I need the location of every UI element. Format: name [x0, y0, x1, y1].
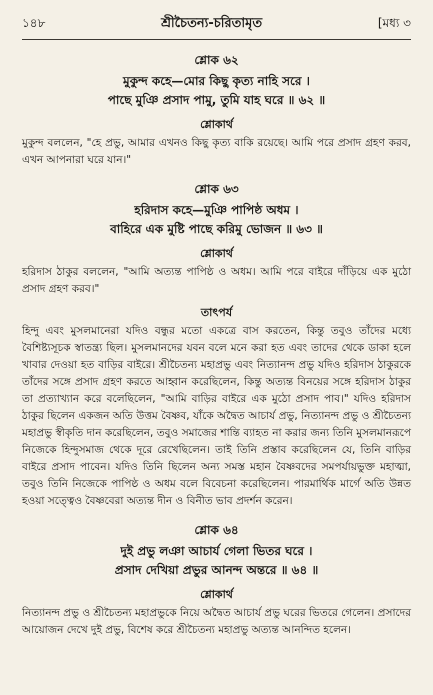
running-header	[22, 14, 411, 40]
verse-64	[22, 542, 411, 580]
verse-62	[22, 72, 411, 110]
page-number: ১৪৮	[22, 16, 46, 30]
verse-line: দুই প্রভু লঞা আচার্য গেলা ভিতর ঘরে ।	[120, 544, 313, 558]
verse-line: প্রসাদ দেখিয়া প্রভুর আনন্দ অন্তরে ॥ ৬৪ ॥	[114, 563, 319, 577]
verse-63	[22, 201, 411, 239]
translation-label: শ্লোকার্থ	[200, 118, 233, 131]
verse-label-62: শ্লোক ৬২	[194, 53, 239, 67]
verse-label-64: শ্লোক ৬৪	[194, 523, 239, 537]
purport-label: তাৎপর্য	[200, 306, 233, 319]
verse-line: মুকুন্দ কহে—মোর কিছু কৃত্য নাহি সরে ।	[123, 74, 310, 88]
verse-line: পাছে মুঞি প্রসাদ পামু, তুমি যাহ ঘরে ॥ ৬২ ॥	[107, 93, 326, 107]
translation-62: মুকুন্দ বললেন, "হে প্রভু, আমার এখনও কিছু কৃত্য বাকি রয়েছে। আমি পরে প্রসাদ গ্রহণ করব, এখন আপনারা ঘরে যান।"	[22, 137, 411, 166]
translation-label: শ্লোকার্থ	[200, 247, 233, 260]
translation-64: নিত্যানন্দ প্রভু ও শ্রীচৈতন্য মহাপ্রভুকে নিয়ে অদ্বৈত আচার্য প্রভু ঘরের ভিতরে গেলেন। প্রসাদের আয়োজন দেখে দুই প্রভু, বিশেষ করে শ্রীচৈতন্য মহাপ্রভু অত্যন্ত আনন্দিত হলেন।	[22, 607, 411, 636]
purport-text: হিন্দু এবং মুসলমানেরা যদিও বন্ধুর মতো একত্রে বাস করতেন, কিন্তু তবুও তাঁদের মধ্যে বৈশিষ্ট্যসূচক স্বাতন্ত্র্য ছিল। মুসলমানদের যবন বলে মনে করা হত এবং তাদের থেকে ডাকা হলে খাবার দেওয়া হত বাড়ির বাইরে। শ্রীচৈতন্য মহাপ্রভু এবং নিত্যানন্দ প্রভু যদিও হরিদাস ঠাকুরকে তাঁদের সঙ্গে প্রসাদ গ্রহণ করতে আহ্বান করেছিলেন, কিন্তু অত্যন্ত বিনয়ের সঙ্গে হরিদাস ঠাকুর তা প্রত্যাখ্যান করে বলেছিলেন, "আমি বাড়ির বাইরে এক মুঠো প্রসাদ পাব।" যদিও হরিদাস ঠাকুর ছিলেন একজন অতি উত্তম বৈষ্ণব, যাঁকে অদ্বৈত আচার্য প্রভু, নিত্যানন্দ প্রভু ও শ্রীচৈতন্য মহাপ্রভু স্বীকৃতি দান করেছিলেন, তবুও সমাজের শান্তি ব্যাহত না করার জন্য তিনি মুসলমানরূপে নিজেকে হিন্দুসমাজ থেকে দূরে রেখেছিলেন। তাই তিনি প্রস্তাব করেছিলেন যে, তিনি বাড়ির বাইরে প্রসাদ পাবেন। যদিও তিনি ছিলেন অন্য সমস্ত মহান বৈষ্ণবদের সমপর্যায়ভুক্ত মহাত্মা, তবুও তিনি নিজেকে পাপিষ্ঠ ও অধম বলে বিবেচনা করেছিলেন। পারমার্থিক মার্গে অতি উন্নত হওয়া সত্ত্বেও বৈষ্ণবেরা অত্যন্ত দীন ও বিনীত ভাব প্রদর্শন করেন।	[22, 325, 411, 507]
verse-line: হরিদাস কহে—মুঞি পাপিষ্ঠ অধম ।	[134, 203, 299, 217]
verse-line: বাহিরে এক মুষ্টি পাছে করিমু ভোজন ॥ ৬৩ ॥	[110, 222, 323, 236]
translation-label: শ্লোকার্থ	[200, 588, 233, 601]
chapter-marker: [মধ্য ৩	[377, 16, 411, 30]
book-title: শ্রীচৈতন্য-চরিতামৃত	[161, 16, 263, 31]
translation-63: হরিদাস ঠাকুর বললেন, "আমি অত্যন্ত পাপিষ্ঠ ও অধম। আমি পরে বাইরে দাঁড়িয়ে এক মুঠো প্রসাদ গ্রহণ করব।"	[22, 266, 411, 295]
verse-label-63: শ্লোক ৬৩	[194, 182, 239, 196]
